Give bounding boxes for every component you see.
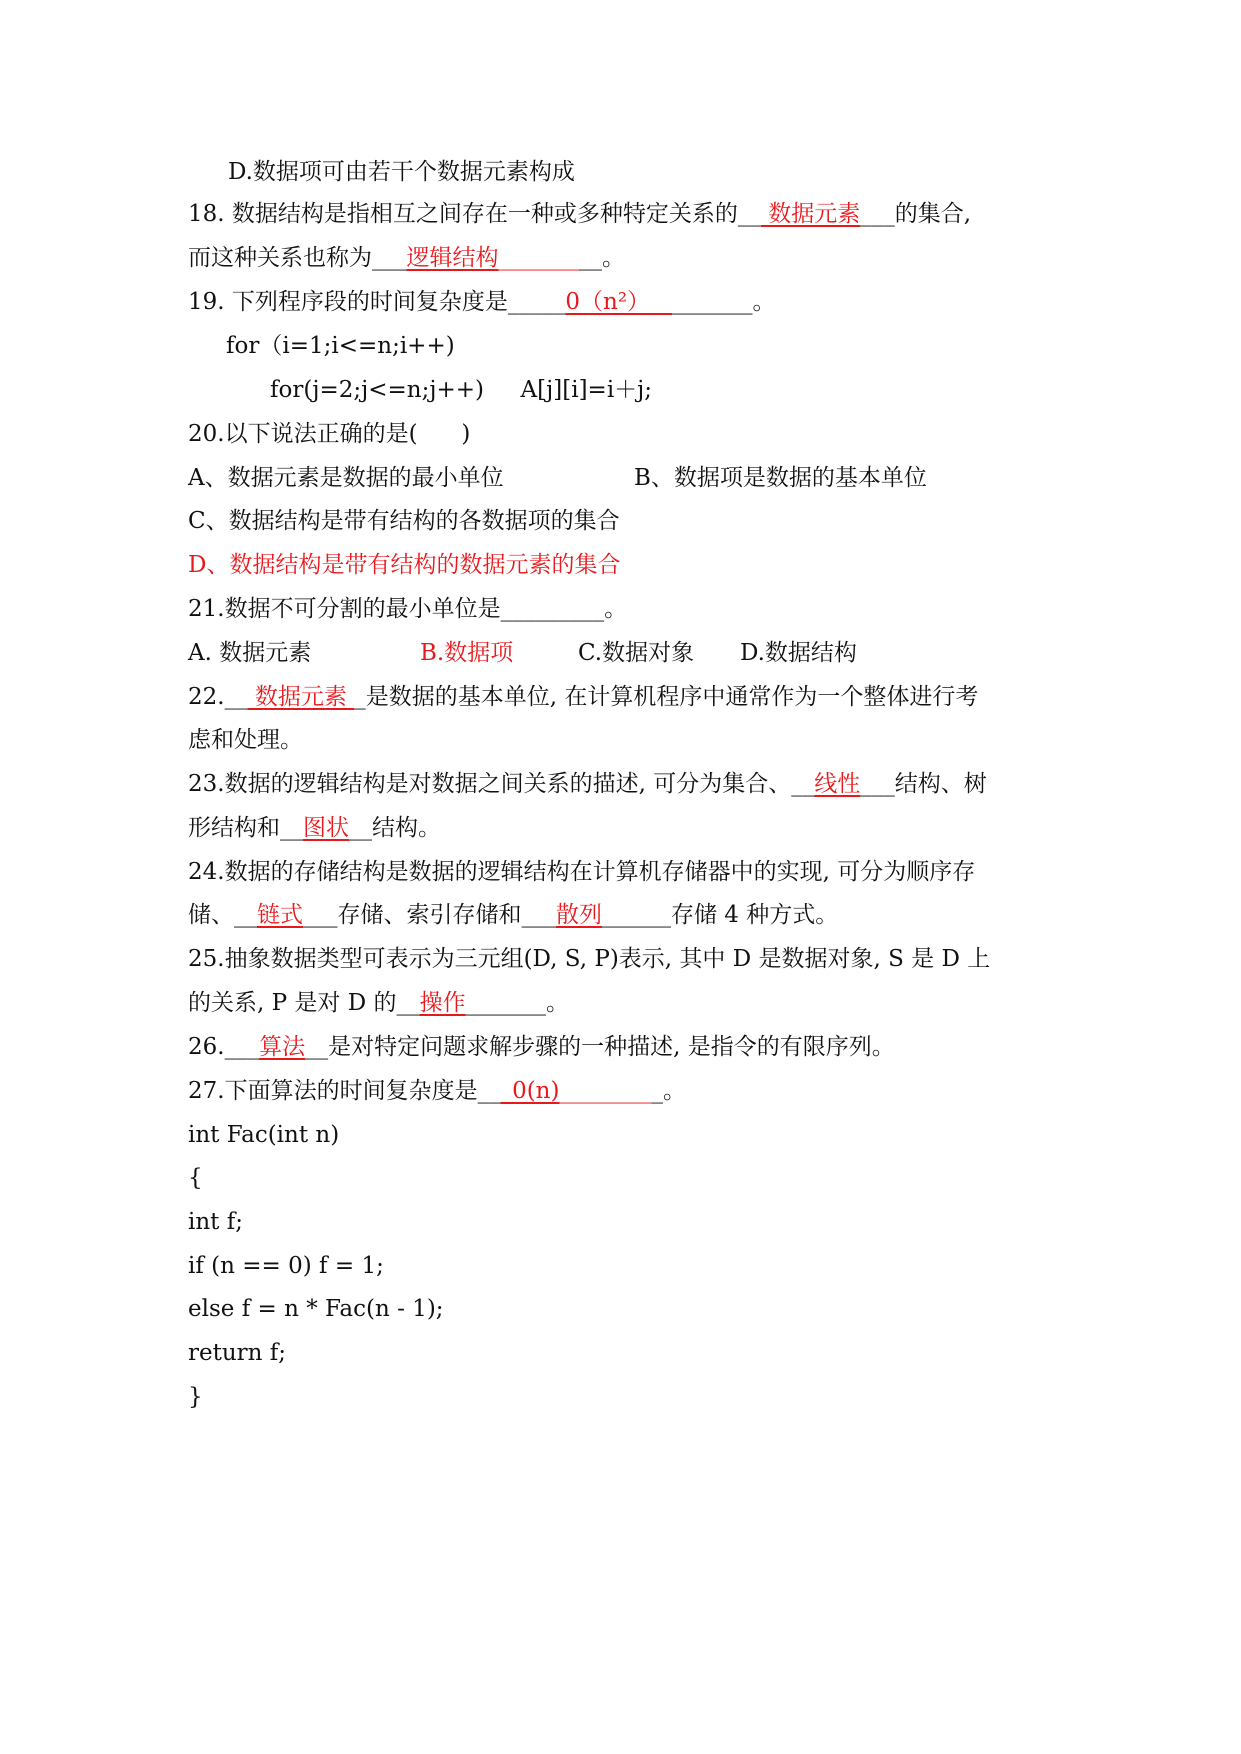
- text: else f = n * Fac(n - 1);: [188, 1296, 444, 1322]
- text: 19. 下列程序段的时间复杂度是_____: [188, 289, 566, 315]
- text: 27.下面算法的时间复杂度是__: [188, 1078, 501, 1104]
- code-line-2: [270, 375, 652, 405]
- question-20-line: [188, 419, 470, 449]
- text: int f;: [188, 1209, 243, 1235]
- text: __结构。: [349, 815, 441, 841]
- text: 24.数据的存储结构是数据的逻辑结构在计算机存储器中的实现, 可分为顺序存: [188, 859, 976, 885]
- text: 形结构和__: [188, 815, 303, 841]
- question-20-options-ab: [188, 463, 927, 493]
- answer: _0(n): [500, 1078, 560, 1104]
- code-fac-1: [188, 1120, 339, 1150]
- answer: 0（n²）: [565, 289, 651, 315]
- text: 的关系, P 是对 D 的__: [188, 990, 420, 1016]
- answer: 散列: [556, 902, 602, 928]
- question-26-line: [188, 1032, 895, 1062]
- text: 而这种关系也称为___: [188, 245, 407, 271]
- text: ___存储、索引存储和___: [303, 902, 556, 928]
- text: __。: [579, 245, 625, 271]
- text: 21.数据不可分割的最小单位是_________。: [188, 596, 628, 622]
- text: for（i=1;i<=n;i++): [226, 333, 455, 359]
- question-23-line-2: [188, 813, 441, 843]
- answer: 线性: [814, 771, 861, 797]
- code-fac-3: [188, 1207, 243, 1237]
- text: return f;: [188, 1340, 287, 1366]
- text: if (n == 0) f = 1;: [188, 1253, 384, 1279]
- question-25-line-2: [188, 988, 569, 1018]
- option-b-answer: B.数据项: [420, 640, 514, 666]
- code-line-1: [226, 331, 455, 361]
- answer: 操作: [419, 990, 466, 1016]
- answer: 算法: [259, 1034, 306, 1060]
- question-27-line: [188, 1076, 686, 1106]
- code-fac-5: [188, 1294, 444, 1324]
- question-20-option-c: [188, 506, 620, 536]
- question-20-option-d: [188, 550, 620, 580]
- text: ___的集合,: [860, 201, 972, 227]
- option-d: D.数据结构: [740, 640, 857, 666]
- text: }: [188, 1384, 203, 1410]
- text: for(j=2;j<=n;j++) A[j][i]=i＋j;: [270, 377, 653, 403]
- text: 虑和处理。: [188, 727, 303, 753]
- question-23-line-1: [188, 769, 987, 799]
- text: 23.数据的逻辑结构是对数据之间关系的描述, 可分为集合、__: [188, 771, 815, 797]
- text: __是对特定问题求解步骤的一种描述, 是指令的有限序列。: [305, 1034, 895, 1060]
- blank: _____: [602, 902, 660, 928]
- answer: 数据元素: [760, 201, 861, 227]
- question-21-options: [188, 638, 857, 668]
- answer: D、数据结构是带有结构的数据元素的集合: [188, 552, 621, 578]
- question-18-line-1: [188, 199, 971, 229]
- question-22-line-1: [188, 682, 978, 712]
- blank: ________: [559, 1078, 652, 1104]
- answer: 数据元素: [247, 684, 355, 710]
- text: _是数据的基本单位, 在计算机程序中通常作为一个整体进行考: [354, 684, 979, 710]
- option-a: A、数据元素是数据的最小单位: [188, 465, 504, 491]
- text: _______。: [672, 289, 776, 315]
- code-fac-2: [188, 1163, 203, 1193]
- text: 22.__: [188, 684, 248, 710]
- blank: _______: [498, 245, 579, 271]
- text: int Fac(int n): [188, 1122, 340, 1148]
- text: 。: [545, 990, 569, 1016]
- text: 储、__: [188, 902, 257, 928]
- question-24-line-1: [188, 857, 975, 887]
- text: 20.以下说法正确的是( ): [188, 421, 471, 447]
- answer: 链式: [257, 902, 303, 928]
- question-22-line-2: [188, 725, 303, 755]
- code-fac-4: [188, 1251, 384, 1281]
- answer: 逻辑结构: [406, 245, 499, 271]
- code-fac-6: [188, 1338, 286, 1368]
- text: 25.抽象数据类型可表示为三元组(D, S, P)表示, 其中 D 是数据对象, S 是 D 上: [188, 946, 991, 972]
- blank: [650, 289, 672, 315]
- question-24-line-2: [188, 900, 838, 930]
- option-d-line: [228, 157, 575, 187]
- text: _。: [651, 1078, 686, 1104]
- option-c: C.数据对象: [578, 640, 695, 666]
- blank: _______: [465, 990, 546, 1016]
- text: 18. 数据结构是指相互之间存在一种或多种特定关系的__: [188, 201, 761, 227]
- text: 26.___: [188, 1034, 260, 1060]
- question-25-line-1: [188, 944, 990, 974]
- text: D.数据项可由若干个数据元素构成: [228, 159, 575, 185]
- text: C、数据结构是带有结构的各数据项的集合: [188, 508, 620, 534]
- question-18-line-2: [188, 243, 625, 273]
- text: _存储 4 种方式。: [659, 902, 839, 928]
- option-a: A. 数据元素: [188, 640, 312, 666]
- question-19-line: [188, 287, 776, 317]
- answer: 图状: [303, 815, 349, 841]
- option-b: B、数据项是数据的基本单位: [634, 465, 927, 491]
- text: ___结构、树: [860, 771, 987, 797]
- code-fac-7: [188, 1382, 203, 1412]
- question-21-line: [188, 594, 627, 624]
- text: {: [188, 1165, 203, 1191]
